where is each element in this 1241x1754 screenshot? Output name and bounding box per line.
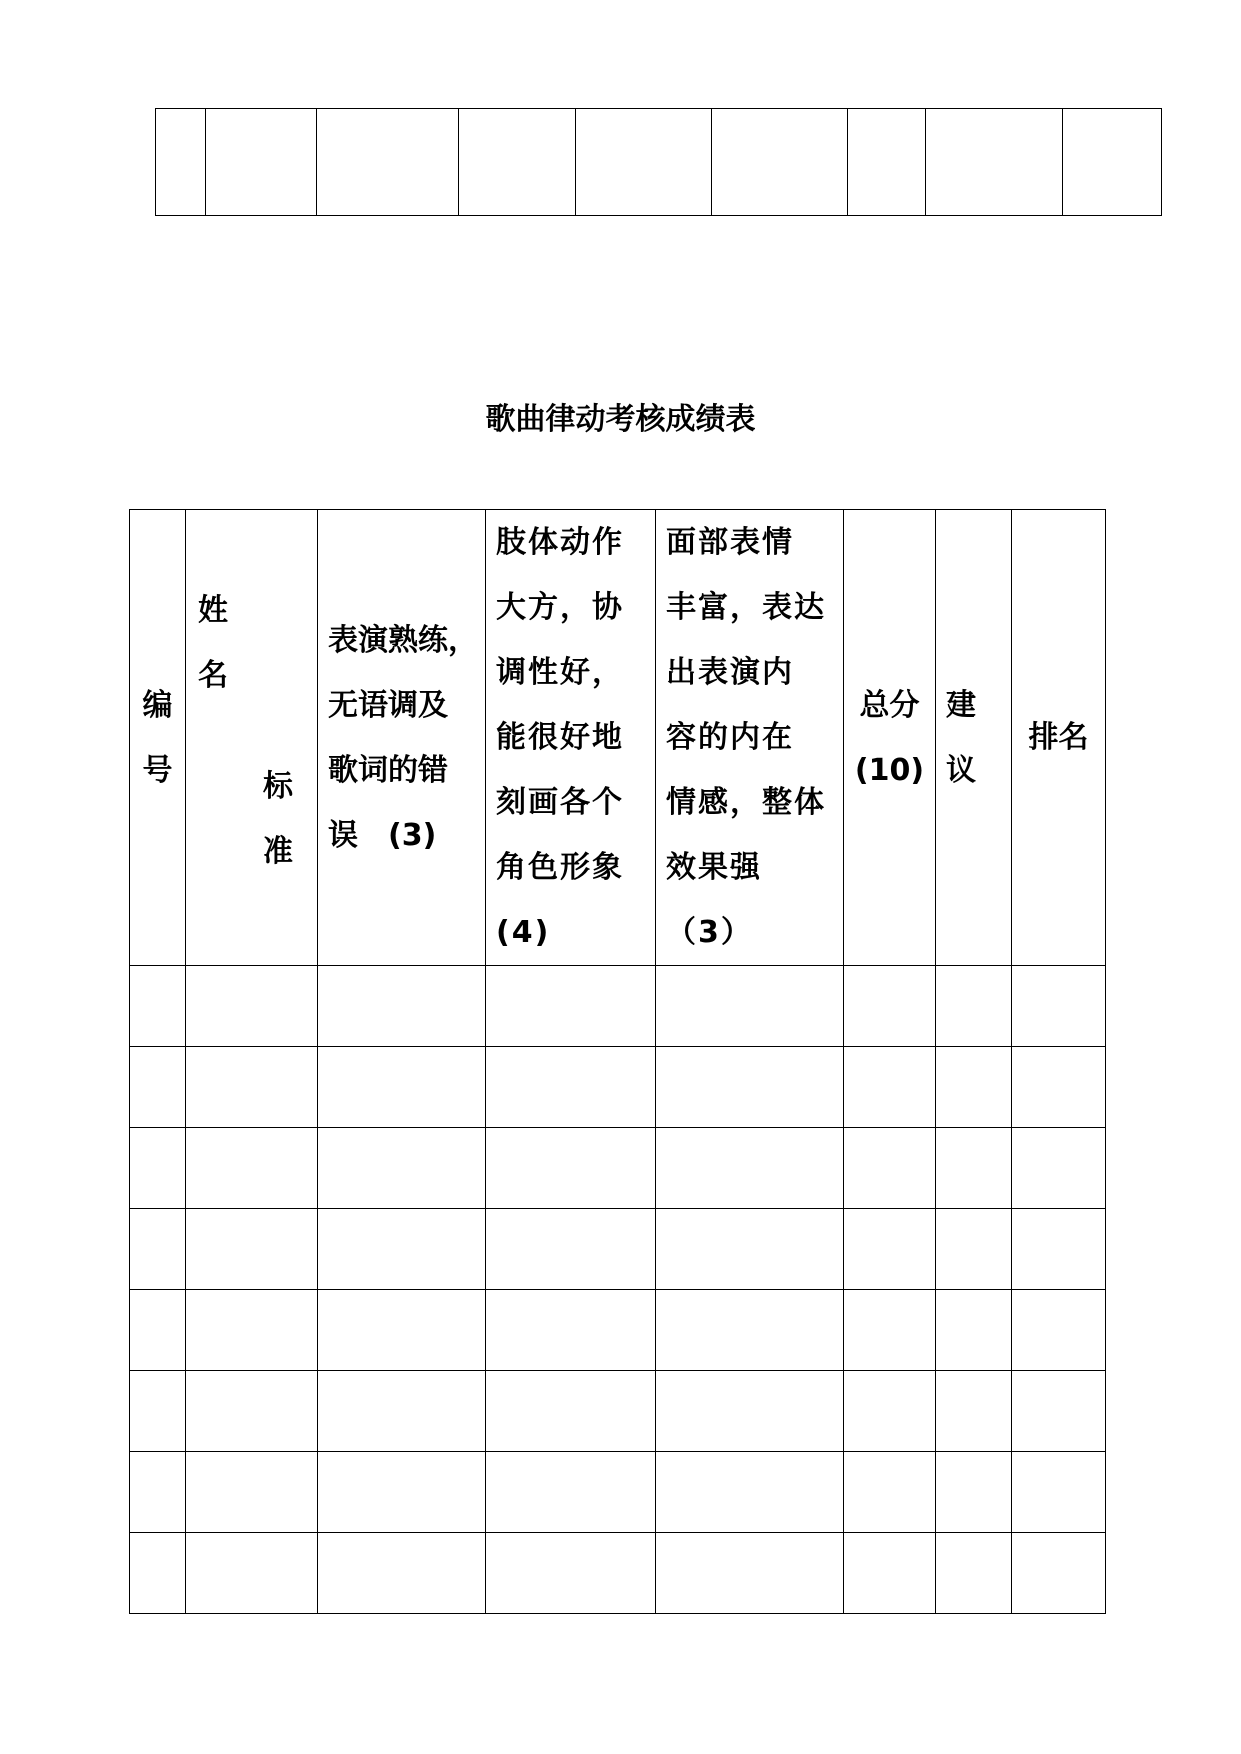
table-cell[interactable] <box>656 1290 844 1371</box>
table-cell[interactable] <box>1012 1047 1106 1128</box>
table-cell[interactable] <box>936 1209 1012 1290</box>
table-cell <box>712 109 848 216</box>
table-cell[interactable] <box>486 1209 656 1290</box>
header-name-standard <box>186 510 318 966</box>
table-cell[interactable] <box>318 966 486 1047</box>
table-cell[interactable] <box>486 1533 656 1614</box>
table-cell <box>576 109 712 216</box>
table-cell[interactable] <box>486 1452 656 1533</box>
table-cell[interactable] <box>186 1452 318 1533</box>
table-cell[interactable] <box>936 1452 1012 1533</box>
table-cell[interactable] <box>486 1290 656 1371</box>
table-cell[interactable] <box>936 966 1012 1047</box>
table-row <box>156 109 1162 216</box>
table-cell[interactable] <box>486 1047 656 1128</box>
table-cell[interactable] <box>186 966 318 1047</box>
table-row <box>130 1128 1106 1209</box>
table-cell[interactable] <box>844 1533 936 1614</box>
table-cell <box>459 109 576 216</box>
table-cell[interactable] <box>1012 1128 1106 1209</box>
table-row <box>130 1371 1106 1452</box>
table-cell[interactable] <box>656 1533 844 1614</box>
table-cell[interactable] <box>318 1209 486 1290</box>
header-performance: 表演熟练， 无语调及 歌词的错 误 (3) <box>318 510 486 966</box>
table-cell[interactable] <box>936 1047 1012 1128</box>
table-cell[interactable] <box>844 1209 936 1290</box>
table-cell <box>848 109 926 216</box>
table-cell[interactable] <box>318 1371 486 1452</box>
table-cell <box>926 109 1063 216</box>
header-rank: 排名 <box>1012 510 1106 966</box>
table-cell[interactable] <box>318 1128 486 1209</box>
table-cell[interactable] <box>130 1209 186 1290</box>
page-title: 歌曲律动考核成绩表 <box>485 402 756 437</box>
table-cell[interactable] <box>656 1209 844 1290</box>
table-cell[interactable] <box>130 1128 186 1209</box>
previous-table-fragment <box>155 108 1162 216</box>
table-cell[interactable] <box>1012 1290 1106 1371</box>
table-cell[interactable] <box>130 1452 186 1533</box>
table-cell[interactable] <box>844 1452 936 1533</box>
table-cell[interactable] <box>844 1290 936 1371</box>
table-cell[interactable] <box>186 1533 318 1614</box>
table-cell[interactable] <box>186 1290 318 1371</box>
table-cell[interactable] <box>656 1047 844 1128</box>
table-cell[interactable] <box>656 966 844 1047</box>
table-cell[interactable] <box>936 1533 1012 1614</box>
table-row <box>130 1452 1106 1533</box>
table-cell[interactable] <box>844 966 936 1047</box>
table-cell[interactable] <box>186 1209 318 1290</box>
table-cell[interactable] <box>844 1371 936 1452</box>
table-cell[interactable] <box>186 1128 318 1209</box>
table-cell[interactable] <box>186 1047 318 1128</box>
table-row <box>130 966 1106 1047</box>
table-cell[interactable] <box>936 1290 1012 1371</box>
table-cell[interactable] <box>486 1128 656 1209</box>
table-cell[interactable] <box>656 1128 844 1209</box>
table-cell[interactable] <box>130 966 186 1047</box>
table-cell[interactable] <box>130 1047 186 1128</box>
header-seq: 编 号 <box>130 510 186 966</box>
table-cell[interactable] <box>656 1452 844 1533</box>
header-name: 姓 名 <box>198 593 228 693</box>
header-facial-expression: 面部表情 丰富，表达 出表演内 容的内在 情感，整体 效果强 （3） <box>656 510 844 966</box>
table-cell[interactable] <box>844 1128 936 1209</box>
table-cell <box>206 109 317 216</box>
table-cell[interactable] <box>936 1371 1012 1452</box>
table-cell[interactable] <box>130 1533 186 1614</box>
table-cell <box>1063 109 1162 216</box>
table-cell[interactable] <box>1012 1209 1106 1290</box>
table-cell[interactable] <box>318 1290 486 1371</box>
table-cell[interactable] <box>130 1290 186 1371</box>
table-cell[interactable] <box>186 1371 318 1452</box>
table-cell[interactable] <box>318 1533 486 1614</box>
header-row <box>130 510 1106 966</box>
table-row <box>130 1209 1106 1290</box>
table-row <box>130 1533 1106 1614</box>
table-cell[interactable] <box>486 966 656 1047</box>
table-cell[interactable] <box>844 1047 936 1128</box>
header-standard: 标 准 <box>263 769 293 869</box>
table-cell[interactable] <box>486 1371 656 1452</box>
table-cell[interactable] <box>318 1047 486 1128</box>
header-suggestion: 建 议 <box>936 510 1012 966</box>
score-table <box>129 509 1106 1614</box>
header-body-movement: 肢体动作 大方，协 调性好， 能很好地 刻画各个 角色形象 (4) <box>486 510 656 966</box>
table-cell <box>156 109 206 216</box>
table-cell[interactable] <box>656 1371 844 1452</box>
table-cell[interactable] <box>1012 1533 1106 1614</box>
table-row <box>130 1290 1106 1371</box>
table-cell[interactable] <box>1012 966 1106 1047</box>
table-cell <box>317 109 459 216</box>
table-cell[interactable] <box>130 1371 186 1452</box>
table-cell[interactable] <box>936 1128 1012 1209</box>
table-cell[interactable] <box>318 1452 486 1533</box>
header-total: 总分 (10) <box>844 510 936 966</box>
table-row <box>130 1047 1106 1128</box>
table-cell[interactable] <box>1012 1371 1106 1452</box>
table-cell[interactable] <box>1012 1452 1106 1533</box>
